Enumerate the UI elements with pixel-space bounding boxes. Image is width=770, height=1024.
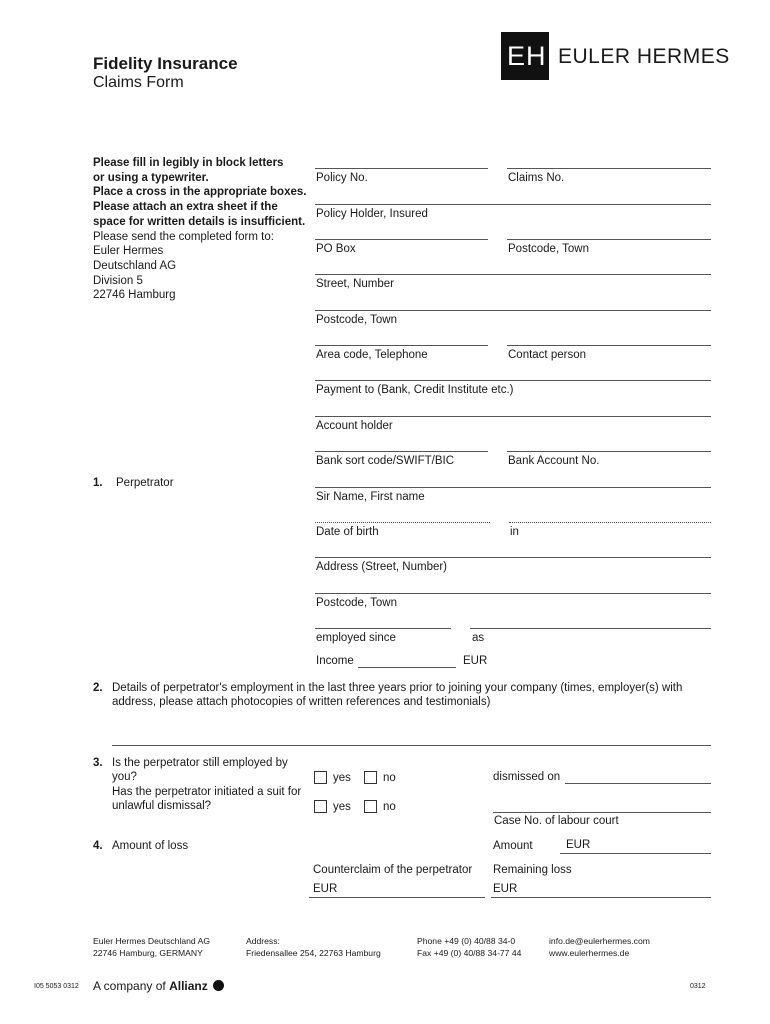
bank-account-field[interactable] xyxy=(507,451,711,452)
policy-no-field[interactable] xyxy=(315,168,488,169)
sir-name-label: Sir Name, First name xyxy=(316,491,425,503)
account-holder-field[interactable] xyxy=(315,416,711,417)
employed-as-label: as xyxy=(472,632,485,644)
page-code: 0312 xyxy=(690,983,706,990)
amount-currency: EUR xyxy=(566,839,591,851)
footer-fax: Fax +49 (0) 40/88 34-77 44 xyxy=(417,947,522,958)
counterclaim-label: Counterclaim of the perpetrator xyxy=(313,864,473,876)
footer-address xyxy=(246,936,381,959)
payment-to-label: Payment to (Bank, Credit Institute etc.) xyxy=(316,384,514,396)
counterclaim-field[interactable] xyxy=(309,897,485,898)
still-employed-yes-checkbox[interactable] xyxy=(314,771,327,784)
footer-web xyxy=(549,936,650,959)
contact-person-label: Contact person xyxy=(508,349,586,361)
euler-hermes-logo-icon xyxy=(501,32,549,80)
employment-details-field[interactable] xyxy=(112,745,711,746)
remaining-loss-field[interactable] xyxy=(491,897,711,898)
bank-sort-code-field[interactable] xyxy=(315,451,488,452)
yes-label: yes xyxy=(333,801,351,813)
contact-person-field[interactable] xyxy=(507,345,711,346)
payment-to-field[interactable] xyxy=(315,380,711,381)
postcode-town-label: Postcode, Town xyxy=(508,243,589,255)
section-1-number: 1. xyxy=(93,477,103,489)
employed-as-field[interactable] xyxy=(470,628,711,629)
claims-no-label: Claims No. xyxy=(508,172,565,184)
telephone-label: Area code, Telephone xyxy=(316,349,428,361)
income-label: Income xyxy=(316,655,354,667)
footer-phone: Phone +49 (0) 40/88 34-0 xyxy=(417,936,516,946)
street-number-field[interactable] xyxy=(315,274,711,275)
perpetrator-address-field[interactable] xyxy=(315,557,711,558)
sir-name-field[interactable] xyxy=(315,487,711,488)
account-holder-label: Account holder xyxy=(316,420,393,432)
income-field[interactable] xyxy=(358,667,456,668)
policy-holder-field[interactable] xyxy=(315,204,711,205)
section-2-text-line: Details of perpetrator's employment in the last three years prior to joining your company (times, employer(s) with xyxy=(112,682,683,694)
address-line: 22746 Hamburg xyxy=(93,289,176,302)
footer-website[interactable]: www.eulerhermes.de xyxy=(549,947,630,958)
footer-company-city: 22746 Hamburg, GERMANY xyxy=(93,947,203,958)
instruction-line: or using a typewriter. xyxy=(93,171,209,184)
bank-sort-code-label: Bank sort code/SWIFT/BIC xyxy=(316,455,455,467)
footer-address-value: Friedensallee 254, 22763 Hamburg xyxy=(246,947,381,958)
address-line: Euler Hermes xyxy=(93,245,164,258)
postcode-town-field[interactable] xyxy=(507,239,711,240)
telephone-field[interactable] xyxy=(315,345,488,346)
dismissed-on-field[interactable] xyxy=(565,783,711,784)
perpetrator-postcode-label: Postcode, Town xyxy=(316,597,397,609)
section-2-number: 2. xyxy=(93,682,103,694)
birthplace-label: in xyxy=(510,526,519,538)
date-of-birth-label: Date of birth xyxy=(316,526,379,538)
allianz-line xyxy=(93,979,224,993)
dismissed-on-label: dismissed on xyxy=(493,771,561,783)
instruction-line: Place a cross in the appropriate boxes. xyxy=(93,186,307,199)
address-line: Deutschland AG xyxy=(93,259,177,272)
suit-question: Has the perpetrator initiated a suit for xyxy=(112,786,302,798)
logo-mark: EH xyxy=(507,41,547,71)
date-of-birth-field[interactable] xyxy=(315,522,490,523)
no-label: no xyxy=(383,772,396,784)
footer-company xyxy=(93,936,210,959)
allianz-logo-icon xyxy=(213,980,224,991)
section-2-text-line: address, please attach photocopies of written references and testimonials) xyxy=(112,696,491,708)
postcode-town-label-2: Postcode, Town xyxy=(316,314,397,326)
yes-label: yes xyxy=(333,772,351,784)
suit-no-checkbox[interactable] xyxy=(364,800,377,813)
footer-email[interactable]: info.de@eulerhermes.com xyxy=(549,936,650,946)
amount-label: Amount xyxy=(493,840,533,852)
section-4-title: Amount of loss xyxy=(112,840,189,852)
instruction-line: space for written details is insufficient. xyxy=(93,215,306,228)
still-employed-question: you? xyxy=(112,771,137,783)
policy-no-label: Policy No. xyxy=(316,172,368,184)
allianz-name: Allianz xyxy=(169,979,208,993)
instruction-line: Please attach an extra sheet if the xyxy=(93,201,278,214)
perpetrator-address-label: Address (Street, Number) xyxy=(316,561,448,573)
case-no-label: Case No. of labour court xyxy=(494,815,619,827)
counterclaim-currency: EUR xyxy=(313,883,338,895)
still-employed-question: Is the perpetrator still employed by xyxy=(112,757,288,769)
remaining-loss-currency: EUR xyxy=(493,883,518,895)
street-number-label: Street, Number xyxy=(316,278,394,290)
footer-company-name: Euler Hermes Deutschland AG xyxy=(93,936,211,946)
bank-account-label: Bank Account No. xyxy=(508,455,600,467)
amount-field[interactable] xyxy=(560,853,711,854)
case-no-field[interactable] xyxy=(493,812,711,813)
remaining-loss-label: Remaining loss xyxy=(493,864,572,876)
still-employed-no-checkbox[interactable] xyxy=(364,771,377,784)
address-line: Division 5 xyxy=(93,274,143,287)
section-3-number: 3. xyxy=(93,757,103,769)
employed-since-label: employed since xyxy=(316,632,396,644)
instruction-line: Please fill in legibly in block letters xyxy=(93,157,284,169)
form-subtitle: Claims Form xyxy=(93,74,184,91)
section-1-title: Perpetrator xyxy=(116,477,174,489)
instruction-line: Please send the completed form to: xyxy=(93,230,274,243)
instructions xyxy=(93,156,306,303)
claims-no-field[interactable] xyxy=(507,168,711,169)
form-title: Fidelity Insurance xyxy=(93,54,238,73)
po-box-label: PO Box xyxy=(316,243,356,255)
perpetrator-postcode-field[interactable] xyxy=(315,593,711,594)
logo-name: EULER HERMES xyxy=(558,45,730,68)
no-label: no xyxy=(383,801,396,813)
policy-holder-label: Policy Holder, Insured xyxy=(316,208,428,220)
suit-yes-checkbox[interactable] xyxy=(314,800,327,813)
birthplace-field[interactable] xyxy=(509,522,711,523)
employed-since-field[interactable] xyxy=(315,628,451,629)
suit-question: unlawful dismissal? xyxy=(112,800,212,812)
po-box-field[interactable] xyxy=(315,239,488,240)
allianz-prefix: A company of xyxy=(93,979,166,993)
footer-address-label: Address: xyxy=(246,936,280,946)
income-currency: EUR xyxy=(463,655,488,667)
postcode-town-field-2[interactable] xyxy=(315,310,711,311)
footer-contact xyxy=(417,936,521,959)
form-code: I05 5053 0312 xyxy=(34,983,79,990)
section-4-number: 4. xyxy=(93,840,103,852)
